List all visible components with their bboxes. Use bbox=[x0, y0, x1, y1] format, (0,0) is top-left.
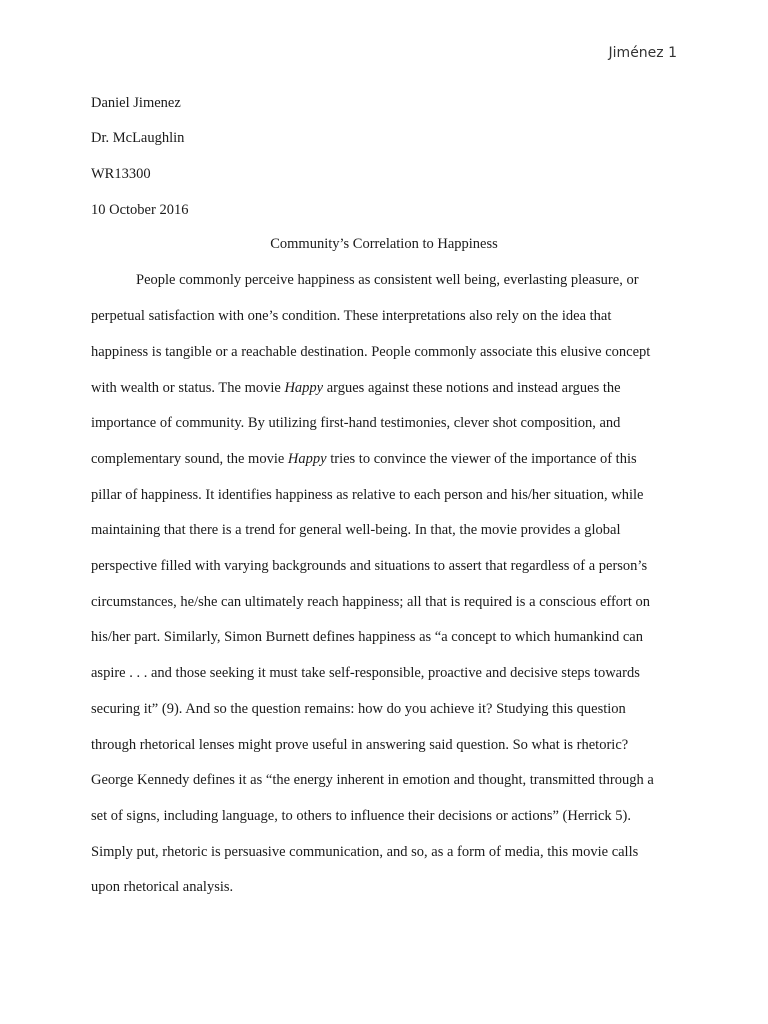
body-line: People commonly perceive happiness as consistent well being, everlasting pleasure, or bbox=[136, 272, 639, 288]
body-line: with wealth or status. The movie Happy argues against these notions and instead argues the bbox=[91, 380, 621, 396]
movie-title: Happy bbox=[287, 451, 327, 467]
body-line: aspire . . . and those seeking it must take self-responsible, proactive and decisive steps towards bbox=[91, 665, 640, 681]
body-line: perspective filled with varying backgrounds and situations to assert that regardless of a person’s bbox=[91, 558, 648, 574]
body-line: George Kennedy defines it as “the energy inherent in emotion and thought, transmitted through a bbox=[91, 772, 654, 788]
body-line: securing it” (9). And so the question remains: how do you achieve it? Studying this question bbox=[91, 701, 626, 717]
body-line: perpetual satisfaction with one’s condition. These interpretations also rely on the idea that bbox=[91, 308, 612, 324]
body-line: pillar of happiness. It identifies happiness as relative to each person and his/her situation, while bbox=[91, 487, 644, 503]
course-code: WR13300 bbox=[91, 166, 151, 182]
instructor-name: Dr. McLaughlin bbox=[91, 130, 185, 146]
body-line: through rhetorical lenses might prove useful in answering said question. So what is rhetoric? bbox=[91, 737, 629, 753]
running-head: Jiménez 1 bbox=[608, 45, 677, 61]
body-line: set of signs, including language, to others to influence their decisions or actions” (Herrick 5). bbox=[91, 808, 631, 824]
body-line: happiness is tangible or a reachable destination. People commonly associate this elusive concept bbox=[91, 344, 651, 360]
body-line: importance of community. By utilizing first-hand testimonies, clever shot composition, and bbox=[91, 415, 621, 431]
body-line: complementary sound, the movie Happy tries to convince the viewer of the importance of this bbox=[91, 451, 637, 467]
author-name: Daniel Jimenez bbox=[91, 95, 181, 111]
body-line: circumstances, he/she can ultimately reach happiness; all that is required is a conscious effort on bbox=[91, 594, 651, 610]
movie-title: Happy bbox=[284, 380, 324, 396]
paper-date: 10 October 2016 bbox=[91, 202, 189, 218]
body-line: maintaining that there is a trend for general well-being. In that, the movie provides a global bbox=[91, 522, 621, 538]
body-line: upon rhetorical analysis. bbox=[91, 879, 234, 895]
body-line: Simply put, rhetoric is persuasive communication, and so, as a form of media, this movie calls bbox=[91, 844, 639, 860]
paper-title: Community’s Correlation to Happiness bbox=[270, 236, 498, 252]
body-line: his/her part. Similarly, Simon Burnett defines happiness as “a concept to which humankind can bbox=[91, 629, 643, 645]
